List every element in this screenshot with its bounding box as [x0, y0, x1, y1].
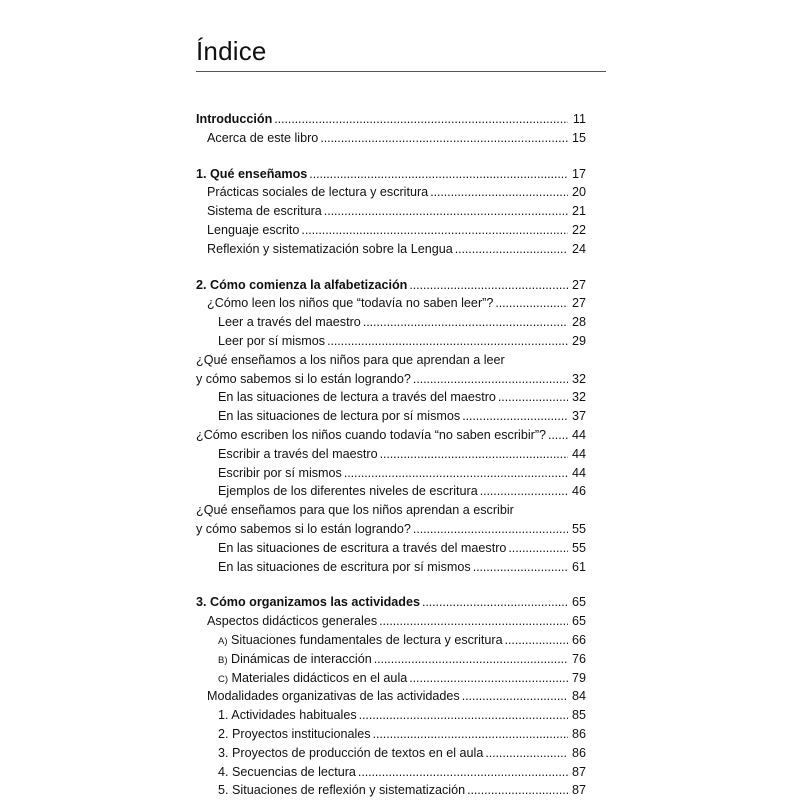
- dot-leader: [462, 407, 568, 426]
- toc-page-number: 44: [571, 427, 586, 442]
- toc-page-number: 11: [572, 112, 586, 126]
- toc-entry[interactable]: [196, 520, 586, 539]
- toc-entry-text: En las situaciones de lectura por sí mismos: [218, 409, 461, 424]
- toc-entry-label: [218, 744, 483, 763]
- toc-entry-label: [207, 687, 460, 706]
- toc-page-number: 87: [571, 764, 586, 779]
- toc-page-number: 44: [571, 465, 586, 480]
- toc-page-number: 65: [571, 595, 586, 610]
- toc-entry-text: Aspectos didácticos generales: [207, 614, 378, 629]
- toc-page-number: 32: [571, 390, 586, 405]
- toc-entry-label: [218, 669, 407, 690]
- toc-entry-label: [196, 276, 407, 295]
- toc-entry[interactable]: [196, 129, 586, 148]
- table-of-contents: [196, 110, 586, 800]
- toc-entry-text: 3. Proyectos de producción de textos en el aula: [218, 745, 484, 760]
- toc-entry-label: [207, 183, 428, 202]
- toc-entry-prefix: C): [218, 673, 229, 685]
- toc-entry-text: 5. Situaciones de reflexión y sistematización: [218, 783, 466, 798]
- toc-entry-label: [218, 763, 356, 782]
- toc-entry-text: En las situaciones de escritura a través del maestro: [218, 540, 507, 555]
- toc-entry[interactable]: [196, 276, 586, 295]
- toc-entry-text: ¿Cómo leen los niños que “todavía no saben leer”?: [207, 296, 494, 311]
- toc-entry-label: [196, 593, 420, 612]
- toc-entry[interactable]: [196, 445, 586, 464]
- dot-leader: [508, 539, 568, 558]
- toc-entry[interactable]: [196, 388, 586, 407]
- toc-page-number: 24: [571, 241, 586, 256]
- toc-entry[interactable]: [196, 183, 586, 202]
- toc-entry-text: ¿Qué enseñamos para que los niños aprendan a escribir: [196, 503, 514, 518]
- toc-entry-text: Lenguaje escrito: [207, 222, 300, 237]
- toc-page-number: 84: [571, 689, 586, 704]
- toc-page-number: 55: [571, 521, 586, 536]
- toc-entry-label: [196, 501, 514, 520]
- toc-entry-label: [196, 426, 546, 445]
- toc-page-number: 15: [571, 130, 586, 145]
- dot-leader: [379, 612, 568, 631]
- toc-page-number: 55: [571, 540, 586, 555]
- toc-entry-text: 3. Cómo organizamos las actividades: [196, 595, 420, 610]
- toc-entry-text: Sistema de escritura: [207, 204, 322, 219]
- toc-entry-text: Prácticas sociales de lectura y escritura: [207, 185, 429, 200]
- toc-entry-label: [196, 165, 307, 184]
- toc-entry[interactable]: [196, 407, 586, 426]
- toc-entry-label: [207, 612, 377, 631]
- toc-page-number: 17: [571, 166, 586, 181]
- toc-entry[interactable]: [196, 763, 586, 782]
- toc-entry-text: En las situaciones de escritura por sí mismos: [218, 559, 471, 574]
- dot-leader: [358, 763, 568, 782]
- toc-entry[interactable]: [196, 313, 586, 332]
- toc-entry-prefix: B): [218, 654, 228, 666]
- toc-page-number: 76: [571, 651, 586, 666]
- toc-entry-text: Acerca de este libro: [207, 130, 319, 145]
- toc-page-number: 61: [571, 559, 586, 574]
- toc-entry[interactable]: [196, 669, 586, 688]
- dot-leader: [548, 426, 568, 445]
- toc-entry[interactable]: [196, 539, 586, 558]
- toc-entry-text: 2. Proyectos institucionales: [218, 726, 371, 741]
- toc-entry[interactable]: [196, 687, 586, 706]
- toc-page-number: 27: [571, 277, 586, 292]
- toc-entry-text: Dinámicas de interacción: [231, 651, 372, 666]
- toc-entry[interactable]: [196, 110, 586, 129]
- toc-page-number: 22: [571, 222, 586, 237]
- toc-entry-text: 2. Cómo comienza la alfabetización: [196, 277, 408, 292]
- toc-entry[interactable]: [196, 631, 586, 650]
- dot-leader: [380, 445, 568, 464]
- toc-entry-prefix: A): [218, 635, 228, 647]
- toc-entry[interactable]: [196, 294, 586, 313]
- toc-page-number: 32: [571, 371, 586, 386]
- toc-entry[interactable]: [196, 426, 586, 445]
- toc-entry-label: [218, 388, 496, 407]
- toc-entry-label: [218, 407, 460, 426]
- toc-entry-text: Materiales didácticos en el aula: [231, 670, 408, 685]
- toc-page-number: 21: [571, 204, 586, 219]
- toc-entry-label: [207, 202, 322, 221]
- toc-entry[interactable]: [196, 593, 586, 612]
- toc-entry-label: [196, 351, 505, 370]
- toc-entry-label: [196, 520, 411, 539]
- section-gap: [196, 148, 586, 165]
- toc-entry-text: Ejemplos de los diferentes niveles de escritura: [218, 484, 478, 499]
- dot-leader: [462, 687, 568, 706]
- dot-leader: [363, 313, 568, 332]
- page-header: [196, 36, 606, 72]
- toc-entry[interactable]: [196, 351, 586, 370]
- toc-entry-label: [218, 313, 361, 332]
- toc-entry-label: [207, 240, 453, 259]
- dot-leader: [495, 294, 568, 313]
- section-gap: [196, 576, 586, 593]
- toc-page-number: 86: [571, 726, 586, 741]
- toc-entry-text: 1. Qué enseñamos: [196, 166, 308, 181]
- dot-leader: [422, 593, 568, 612]
- toc-entry-label: [218, 464, 342, 483]
- toc-entry-text: Escribir por sí mismos: [218, 465, 342, 480]
- toc-entry-text: Situaciones fundamentales de lectura y escritura: [231, 632, 503, 647]
- dot-leader: [485, 744, 568, 763]
- dot-leader: [430, 183, 568, 202]
- toc-page-number: 46: [571, 484, 586, 499]
- dot-leader: [344, 464, 568, 483]
- toc-entry-label: [218, 482, 478, 501]
- dot-leader: [473, 558, 568, 577]
- toc-entry-text: y cómo sabemos si lo están logrando?: [196, 521, 411, 536]
- toc-entry-label: [218, 725, 371, 744]
- toc-page-number: 79: [571, 670, 586, 685]
- toc-entry-text: 1. Actividades habituales: [218, 708, 357, 723]
- dot-leader: [409, 276, 568, 295]
- toc-page-number: 86: [571, 745, 586, 760]
- toc-entry-label: [218, 781, 465, 800]
- dot-leader: [413, 520, 568, 539]
- dot-leader: [505, 631, 568, 650]
- toc-page-number: 27: [571, 296, 586, 311]
- toc-entry-text: En las situaciones de lectura a través del maestro: [218, 390, 496, 405]
- toc-entry[interactable]: [196, 202, 586, 221]
- toc-entry-label: [207, 221, 299, 240]
- toc-entry[interactable]: [196, 612, 586, 631]
- toc-entry-label: [218, 650, 372, 671]
- toc-entry[interactable]: [196, 464, 586, 483]
- dot-leader: [327, 332, 568, 351]
- dot-leader: [320, 129, 568, 148]
- dot-leader: [374, 650, 568, 669]
- toc-page-number: 65: [571, 614, 586, 629]
- toc-entry[interactable]: [196, 650, 586, 669]
- toc-entry[interactable]: [196, 781, 586, 800]
- toc-entry-label: [218, 706, 357, 725]
- toc-entry-text: Reflexión y sistematización sobre la Lengua: [207, 241, 453, 256]
- dot-leader: [309, 165, 568, 184]
- toc-page-number: 37: [571, 409, 586, 424]
- toc-entry-text: Leer por sí mismos: [218, 333, 326, 348]
- toc-entry-label: [207, 294, 493, 313]
- toc-entry-label: [196, 110, 272, 129]
- toc-entry-label: [218, 332, 325, 351]
- toc-entry[interactable]: [196, 501, 586, 520]
- toc-entry[interactable]: [196, 558, 586, 577]
- toc-entry-label: [218, 558, 471, 577]
- toc-page-number: 44: [571, 446, 586, 461]
- toc-entry[interactable]: [196, 165, 586, 184]
- toc-entry[interactable]: [196, 706, 586, 725]
- toc-entry-label: [207, 129, 318, 148]
- toc-entry-label: [218, 445, 378, 464]
- toc-page-number: 85: [571, 708, 586, 723]
- toc-page-number: 66: [571, 632, 586, 647]
- dot-leader: [301, 221, 568, 240]
- dot-leader: [324, 202, 568, 221]
- toc-entry[interactable]: [196, 332, 586, 351]
- toc-entry-text: y cómo sabemos si lo están logrando?: [196, 371, 411, 386]
- dot-leader: [413, 370, 568, 389]
- toc-entry[interactable]: [196, 725, 586, 744]
- toc-entry-text: Leer a través del maestro: [218, 315, 361, 330]
- dot-leader: [467, 781, 568, 800]
- title-rule: [196, 71, 606, 72]
- toc-page-number: 20: [571, 185, 586, 200]
- toc-entry[interactable]: [196, 744, 586, 763]
- dot-leader: [359, 706, 568, 725]
- toc-page-number: 87: [571, 783, 586, 798]
- toc-entry-text: Introducción: [196, 112, 273, 126]
- toc-entry-label: [196, 370, 411, 389]
- dot-leader: [480, 482, 568, 501]
- dot-leader: [455, 240, 568, 259]
- toc-entry[interactable]: [196, 482, 586, 501]
- toc-entry-text: Escribir a través del maestro: [218, 446, 378, 461]
- toc-entry[interactable]: [196, 240, 586, 259]
- toc-entry[interactable]: [196, 370, 586, 389]
- dot-leader: [274, 110, 568, 129]
- dot-leader: [409, 669, 568, 688]
- toc-entry-text: ¿Qué enseñamos a los niños para que aprendan a leer: [196, 352, 505, 367]
- toc-entry-text: 4. Secuencias de lectura: [218, 764, 356, 779]
- section-gap: [196, 259, 586, 276]
- toc-entry-text: Modalidades organizativas de las actividades: [207, 689, 460, 704]
- dot-leader: [373, 725, 568, 744]
- toc-entry-label: [218, 631, 503, 652]
- toc-entry-label: [218, 539, 506, 558]
- dot-leader: [498, 388, 568, 407]
- toc-entry[interactable]: [196, 221, 586, 240]
- page-title: Índice: [196, 36, 267, 66]
- toc-page-number: 28: [571, 315, 586, 330]
- toc-page-number: 29: [571, 333, 586, 348]
- toc-entry-text: ¿Cómo escriben los niños cuando todavía “no saben escribir”?: [196, 427, 547, 442]
